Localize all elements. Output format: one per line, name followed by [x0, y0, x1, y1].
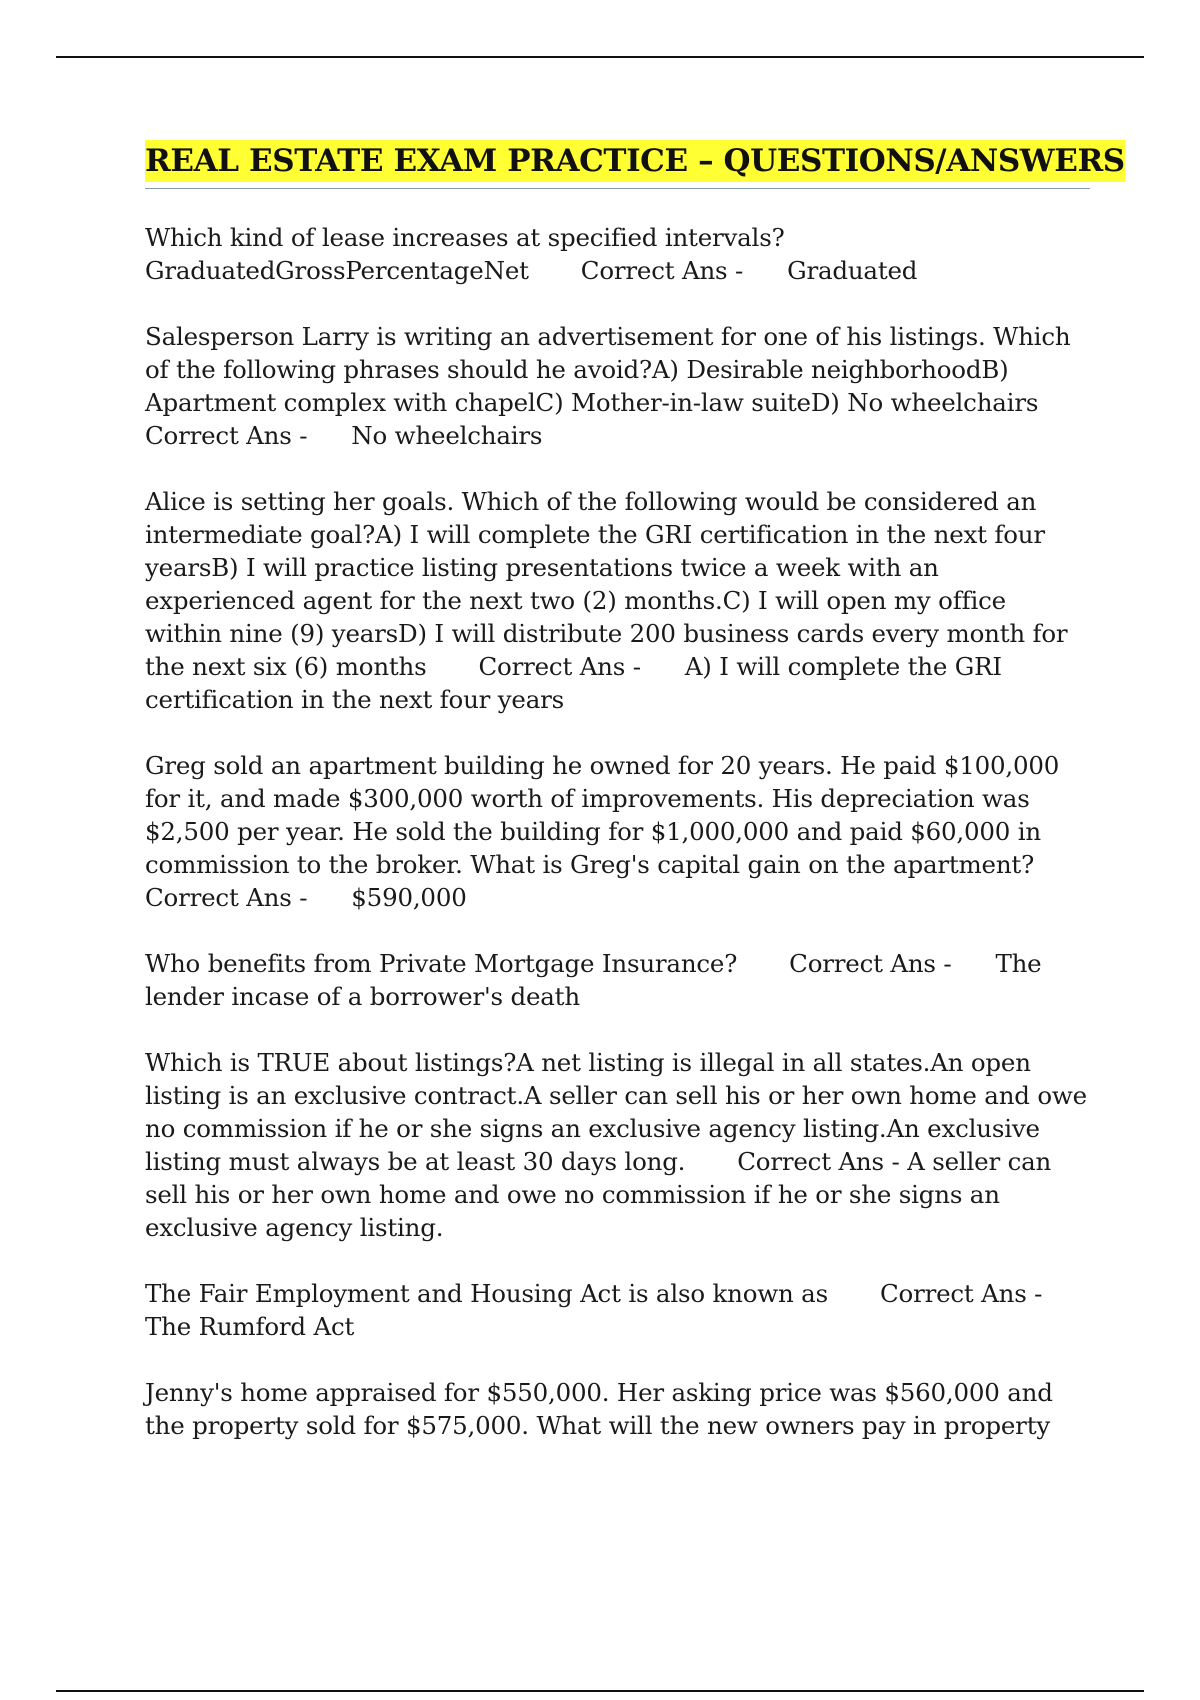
question-text: Greg sold an apartment building he owned for 20 years. He paid $100,000 for it, and made $300,000 worth of improvements. His depreciation was $2,500 per year. He sold the building for $1,000,000 and paid $60,000 in commission to the broker. What is Greg's capital gain on the apartment?	[145, 751, 1060, 879]
question-text: The Fair Employment and Housing Act is also known as	[145, 1279, 828, 1308]
qa-item	[145, 947, 1090, 1013]
question-text: Which kind of lease increases at specified intervals? GraduatedGrossPercentageNet	[145, 223, 785, 285]
answer-label: Correct Ans -	[478, 652, 641, 681]
answer-label: Correct Ans -	[580, 256, 744, 285]
header-rule	[56, 56, 1144, 58]
answer-text: The Rumford Act	[145, 1312, 355, 1341]
footer-rule	[56, 1690, 1144, 1692]
answer-label: Correct Ans -	[789, 949, 952, 978]
answer-text: A) I will complete the GRI certification in the next four years	[145, 652, 1002, 714]
title-block	[145, 140, 1125, 189]
qa-item	[145, 485, 1090, 716]
question-text: Jenny's home appraised for $550,000. Her asking price was $560,000 and the property sold for $575,000. What will the new owners pay in property	[145, 1378, 1053, 1440]
answer-text: The lender incase of a borrower's death	[145, 949, 1042, 1011]
answer-label: Correct Ans -	[145, 883, 308, 912]
question-text: Which is TRUE about listings?A net listing is illegal in all states.An open listing is an exclusive contract.A seller can sell his or her own home and owe no commission if he or she signs an exclusive agency listing.An exclusive listing must always be at least 30 days long.	[145, 1048, 1087, 1176]
qa-item	[145, 1046, 1090, 1244]
question-text: Alice is setting her goals. Which of the following would be considered an intermediate goal?A) I will complete the GRI certification in the next four yearsB) I will practice listing presentations twice a week with an experienced agent for the next two (2) months.C) I will open my office within nine (9) yearsD) I will distribute 200 business cards every month for the next six (6) months	[145, 487, 1068, 681]
qa-item	[145, 320, 1090, 452]
qa-item	[145, 221, 1090, 287]
answer-label: Correct Ans -	[737, 1147, 900, 1176]
qa-item	[145, 749, 1090, 914]
document-body	[145, 140, 1125, 1475]
answer-label: Correct Ans -	[145, 421, 308, 450]
answer-text: A seller can sell his or her own home and owe no commission if he or she signs an exclusive agency listing.	[145, 1147, 1052, 1242]
qa-item	[145, 1376, 1090, 1442]
document-title: REAL ESTATE EXAM PRACTICE – QUESTIONS/ANSWERS	[145, 140, 1125, 182]
qa-item	[145, 1277, 1090, 1343]
answer-text: No wheelchairs	[351, 421, 543, 450]
answer-label: Correct Ans -	[879, 1279, 1043, 1308]
question-text: Salesperson Larry is writing an advertisement for one of his listings. Which of the following phrases should he avoid?A) Desirable neighborhoodB) Apartment complex with chapelC) Mother-in-law suiteD) No wheelchairs	[145, 322, 1071, 417]
question-text: Who benefits from Private Mortgage Insurance?	[145, 949, 738, 978]
answer-text: Graduated	[787, 256, 918, 285]
answer-text: $590,000	[351, 883, 467, 912]
